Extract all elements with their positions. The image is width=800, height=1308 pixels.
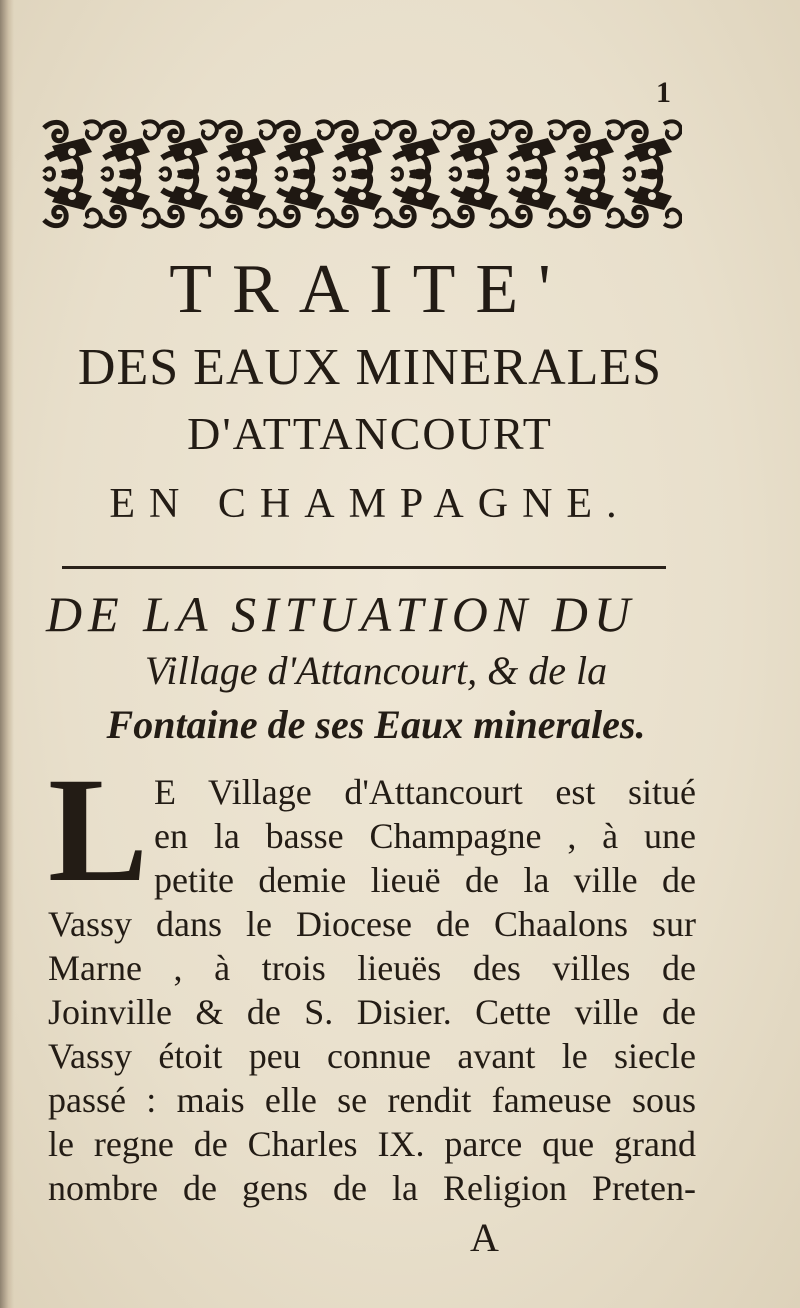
body-line: Vassy étoit peu connue avant le siecle [48,1036,696,1076]
page-number: 1 [656,76,671,109]
body-line: passé : mais elle se rendit fameuse sous [48,1080,696,1120]
section-heading-line-3: Fontaine de ses Eaux minerales. [106,702,646,747]
body-paragraph [48,747,696,1210]
drop-cap-letter: L [48,747,149,913]
body-line: Vassy dans le Diocese de Chaalons sur [48,904,696,944]
body-line: petite demie lieuë de la ville de [154,860,696,900]
section-heading [46,584,706,752]
title-line-3: D'ATTANCOURT [187,408,553,459]
title-block [40,250,700,534]
body-line: Joinville & de S. Disier. Cette ville de [48,992,696,1032]
body-line: nombre de gens de la Religion Preten- [48,1168,696,1208]
section-heading-line-2: Village d'Attancourt, & de la [144,648,608,693]
body-line: le regne de Charles IX. parce que grand [48,1124,696,1164]
title-line-2: DES EAUX MINERALES [77,339,663,396]
signature-mark: A [470,1215,499,1260]
title-line-1: TRAITE' [169,251,571,328]
page-gutter-shadow [0,0,14,1308]
body-line: en la basse Champagne , à une [154,816,696,856]
decorative-headpiece-ornament [40,118,682,230]
section-heading-line-1: DE LA SITUATION DU [46,586,636,642]
horizontal-rule [62,566,666,569]
body-line: Marne , à trois lieuës des villes de [48,948,696,988]
title-line-4: EN CHAMPAGNE. [109,481,631,527]
body-line: E Village d'Attancourt est situé [154,772,696,812]
